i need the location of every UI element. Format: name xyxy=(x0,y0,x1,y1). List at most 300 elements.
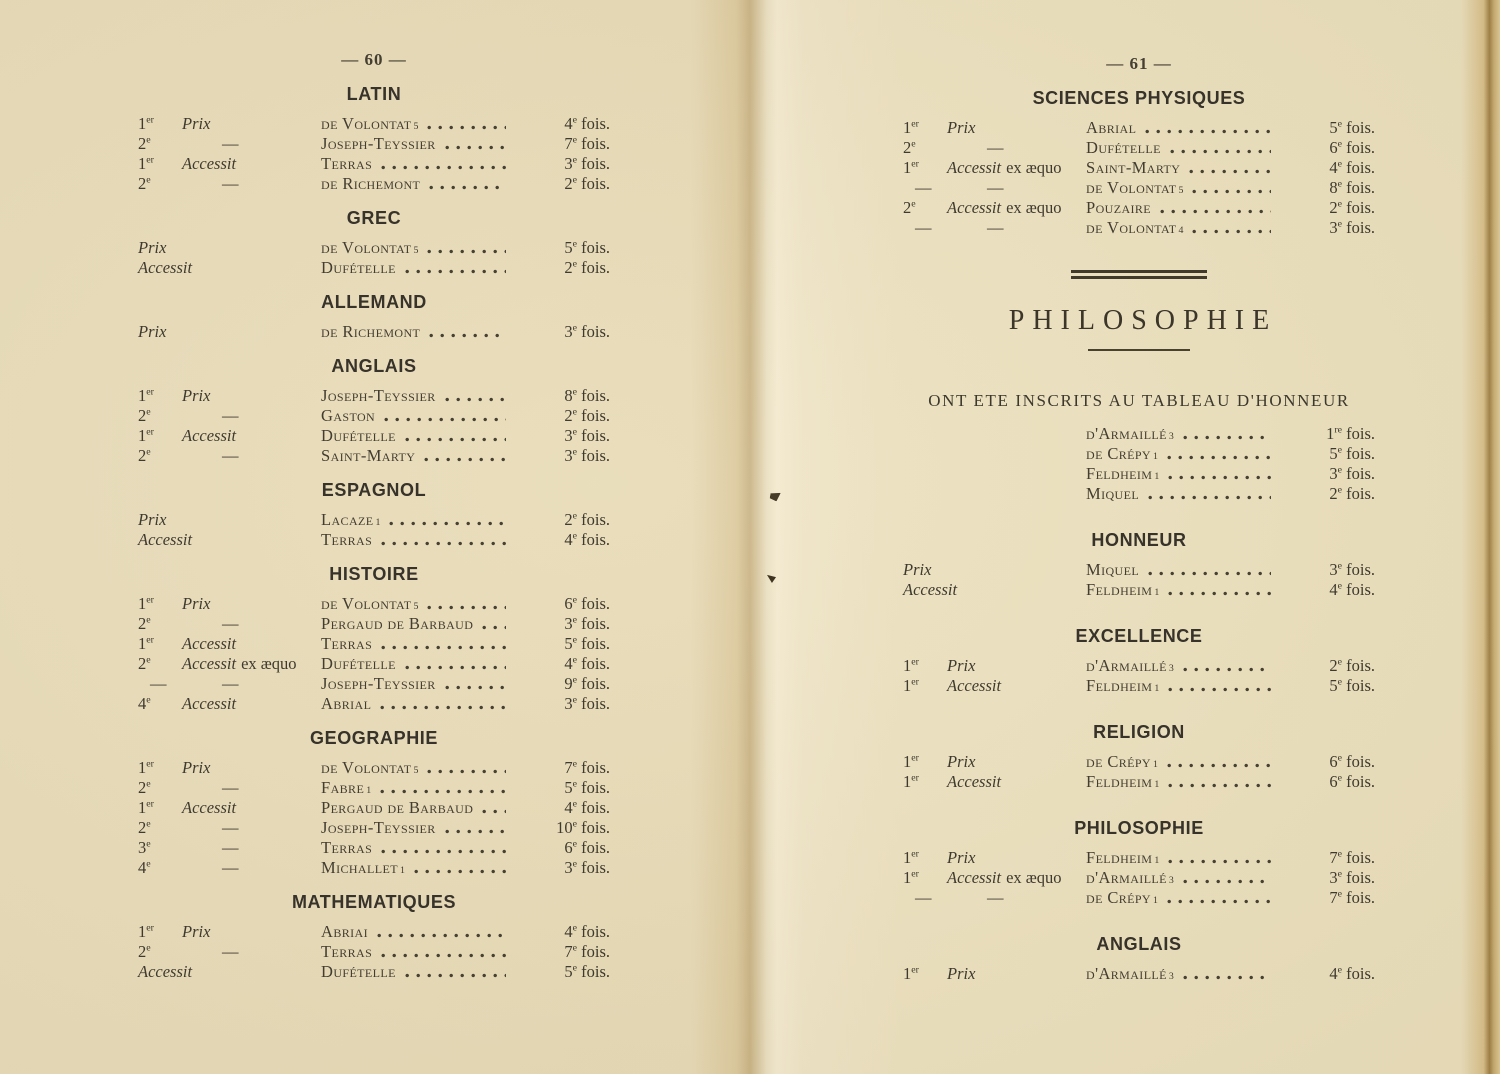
rank-and-label xyxy=(138,922,321,942)
rank-and-label xyxy=(138,654,321,674)
prize-label: Prix xyxy=(138,510,167,529)
superscript: e xyxy=(1337,868,1342,880)
recipient: Feldheim 1 xyxy=(1086,772,1279,792)
times-count: 2e xyxy=(564,174,577,193)
section-heading: SCIENCES PHYSIQUES xyxy=(1032,88,1246,108)
recipient: de Volontat 5 xyxy=(321,238,514,258)
dot-leader xyxy=(1170,149,1271,154)
dot-leader xyxy=(381,165,506,170)
rank-and-label xyxy=(138,406,321,426)
times-count: 3e xyxy=(564,426,577,445)
superscript: e xyxy=(572,634,577,646)
recipient-name: Dufételle xyxy=(321,654,396,673)
times-cell xyxy=(514,614,610,634)
prize-label: Accessit xyxy=(138,530,193,549)
times-cell xyxy=(514,510,610,530)
rank-and-label xyxy=(138,758,321,778)
recipient-name: Joseph-Teyssier xyxy=(321,134,436,153)
superscript: e xyxy=(1337,752,1342,764)
prize-label: — xyxy=(222,674,239,693)
dot-leader xyxy=(381,541,506,546)
prize-row xyxy=(903,752,1375,772)
recipient-name: Michallet xyxy=(321,858,398,877)
superscript: e xyxy=(1337,560,1342,572)
times-count: 4e xyxy=(564,922,577,941)
superscript: er xyxy=(146,798,154,810)
prize-label: — xyxy=(987,888,1004,907)
recipient: d'Armaillé 3 xyxy=(1086,868,1279,888)
rank: 1er xyxy=(903,964,919,983)
times-count: 2e xyxy=(564,510,577,529)
section-heading: HISTOIRE xyxy=(329,564,419,584)
ex-aequo: ex æquo xyxy=(1006,198,1062,217)
times-count: 6e xyxy=(1329,772,1342,791)
times-cell xyxy=(514,530,610,550)
times-cell xyxy=(514,922,610,942)
rank-and-label xyxy=(138,446,321,466)
prize-label: Accessit xyxy=(903,580,958,599)
times-cell xyxy=(514,446,610,466)
superscript: e xyxy=(572,510,577,522)
fois-word: fois. xyxy=(1346,138,1375,157)
superscript: e xyxy=(1337,138,1342,150)
superscript: e xyxy=(1337,964,1342,976)
times-count: 5e xyxy=(564,238,577,257)
superscript: e xyxy=(1337,464,1342,476)
dot-leader xyxy=(445,397,506,402)
superscript: er xyxy=(146,114,154,126)
prize-row xyxy=(138,798,610,818)
times-count: 6e xyxy=(564,838,577,857)
prize-row xyxy=(903,676,1375,696)
prize-label: — xyxy=(222,174,239,193)
superscript: e xyxy=(572,114,577,126)
times-cell xyxy=(1279,656,1375,676)
section-heading: GREC xyxy=(346,208,402,228)
rank: 2e xyxy=(138,406,151,425)
rank-and-label xyxy=(903,158,1086,178)
recipient-name: d'Armaillé xyxy=(1086,656,1167,675)
prize-label: — xyxy=(222,778,239,797)
recipient: de Volontat 5 xyxy=(1086,178,1279,198)
superscript: e xyxy=(572,922,577,934)
times-cell xyxy=(1279,676,1375,696)
rank: 1er xyxy=(138,922,154,941)
dot-leader xyxy=(1168,859,1271,864)
recipient-name: Saint-Marty xyxy=(321,446,416,465)
recipient: Lacaze 1 xyxy=(321,510,514,530)
fois-word: fois. xyxy=(581,134,610,153)
dot-leader xyxy=(405,437,506,442)
fois-word: fois. xyxy=(1346,772,1375,791)
section-heading: ANGLAIS xyxy=(1096,934,1182,954)
prize-row xyxy=(138,838,610,858)
rank-and-label xyxy=(903,560,1086,580)
rank-and-label xyxy=(138,238,321,258)
prize-row xyxy=(138,426,610,446)
rank: 2e xyxy=(138,778,151,797)
dot-leader xyxy=(1192,229,1271,234)
superscript: er xyxy=(911,158,919,170)
dot-leader xyxy=(1168,687,1271,692)
times-cell xyxy=(1279,424,1375,444)
times-cell xyxy=(514,426,610,446)
superscript: e xyxy=(146,134,151,146)
times-count: 4e xyxy=(1329,964,1342,983)
recipient: de Crépy 1 xyxy=(1086,752,1279,772)
dot-leader xyxy=(381,849,506,854)
times-count: 3e xyxy=(1329,464,1342,483)
rank-and-label xyxy=(903,580,1086,600)
rank: 1er xyxy=(903,656,919,675)
fois-word: fois. xyxy=(581,674,610,693)
superscript: e xyxy=(146,778,151,790)
dot-leader xyxy=(424,457,506,462)
rank: 1er xyxy=(138,386,154,405)
rank-and-label xyxy=(903,868,1086,888)
prize-label: — xyxy=(222,134,239,153)
fois-word: fois. xyxy=(1346,964,1375,983)
rank-and-label xyxy=(903,752,1086,772)
fois-word: fois. xyxy=(581,654,610,673)
prize-label: Prix xyxy=(947,848,976,867)
times-count: 6e xyxy=(1329,138,1342,157)
fois-word: fois. xyxy=(581,858,610,877)
rank: 2e xyxy=(138,942,151,961)
prize-row xyxy=(903,118,1375,138)
times-cell xyxy=(514,654,610,674)
times-count: 3e xyxy=(564,322,577,341)
recipient-name: Joseph-Teyssier xyxy=(321,386,436,405)
rank: 2e xyxy=(138,654,151,673)
dot-leader xyxy=(427,125,506,130)
times-count: 3e xyxy=(564,694,577,713)
prize-label: Accessit xyxy=(182,694,237,713)
dot-leader xyxy=(445,145,506,150)
times-count: 4e xyxy=(564,654,577,673)
superscript: e xyxy=(146,838,151,850)
times-cell xyxy=(514,962,610,982)
prize-row xyxy=(903,888,1375,908)
superscript: e xyxy=(572,798,577,810)
recipient xyxy=(1086,560,1279,580)
times-cell xyxy=(1279,464,1375,484)
rank: 1er xyxy=(138,758,154,777)
rank-and-label xyxy=(138,114,321,134)
prize-label: Prix xyxy=(182,922,211,941)
recipient-name: Lacaze xyxy=(321,510,374,529)
recipient-name: de Richemont xyxy=(321,322,421,341)
times-count: 4e xyxy=(564,530,577,549)
times-count: 5e xyxy=(1329,118,1342,137)
recipient-name: Feldheim xyxy=(1086,772,1153,791)
superscript: er xyxy=(911,868,919,880)
prize-label: Prix xyxy=(138,322,167,341)
fois-word: fois. xyxy=(581,838,610,857)
superscript: re xyxy=(1334,424,1342,436)
recipient xyxy=(1086,198,1279,218)
superscript: e xyxy=(1337,848,1342,860)
dot-leader xyxy=(384,417,506,422)
fois-word: fois. xyxy=(1346,424,1375,443)
times-cell xyxy=(1279,118,1375,138)
superscript: e xyxy=(572,258,577,270)
fois-word: fois. xyxy=(1346,580,1375,599)
dot-leader xyxy=(1183,879,1271,884)
superscript: e xyxy=(572,654,577,666)
rank: 1er xyxy=(138,154,154,173)
times-cell xyxy=(514,798,610,818)
recipient: Feldheim 1 xyxy=(1086,580,1279,600)
superscript: e xyxy=(146,614,151,626)
fois-word: fois. xyxy=(581,174,610,193)
binding-speck xyxy=(769,491,780,502)
times-cell xyxy=(514,758,610,778)
times-cell xyxy=(1279,888,1375,908)
superscript: e xyxy=(572,674,577,686)
rank-and-label xyxy=(903,138,1086,158)
times-count: 8e xyxy=(1329,178,1342,197)
times-count: 2e xyxy=(1329,198,1342,217)
fois-word: fois. xyxy=(581,322,610,341)
times-count: 1re xyxy=(1326,424,1342,443)
honor-roll-rows xyxy=(903,424,1375,504)
times-cell xyxy=(514,386,610,406)
prize-label: Prix xyxy=(138,238,167,257)
page-61-top-sections xyxy=(903,88,1375,238)
times-count: 5e xyxy=(564,778,577,797)
prize-row xyxy=(138,962,610,982)
recipient: de Crépy 1 xyxy=(1086,888,1279,908)
fois-word: fois. xyxy=(581,406,610,425)
fois-word: fois. xyxy=(581,758,610,777)
section-heading: MATHEMATIQUES xyxy=(291,892,457,912)
superscript: er xyxy=(146,154,154,166)
dot-leader xyxy=(445,685,506,690)
times-count: 5e xyxy=(1329,676,1342,695)
recipient: Feldheim 1 xyxy=(1086,848,1279,868)
prize-label: Accessit xyxy=(947,772,1002,791)
fois-word: fois. xyxy=(1346,158,1375,177)
rank: 1er xyxy=(138,114,154,133)
superscript: e xyxy=(572,858,577,870)
superscript: er xyxy=(911,752,919,764)
rank-and-label xyxy=(138,530,321,550)
fois-word: fois. xyxy=(581,154,610,173)
prize-label: — xyxy=(987,218,1004,237)
superscript: e xyxy=(146,406,151,418)
prize-row xyxy=(138,386,610,406)
times-count: 3e xyxy=(564,446,577,465)
recipient-name: Pergaud de Barbaud xyxy=(321,614,474,633)
times-count: 3e xyxy=(564,614,577,633)
dot-leader xyxy=(429,185,506,190)
recipient: Fabre 1 xyxy=(321,778,514,798)
times-cell xyxy=(1279,580,1375,600)
superscript: e xyxy=(1337,656,1342,668)
fois-word: fois. xyxy=(581,962,610,981)
times-count: 3e xyxy=(564,858,577,877)
section-heading: PHILOSOPHIE xyxy=(1074,818,1204,838)
recipient-name: de Crépy xyxy=(1086,444,1152,463)
page-number-61: — 61 — xyxy=(1106,54,1172,73)
recipient-name: Joseph-Teyssier xyxy=(321,818,436,837)
prize-row xyxy=(138,922,610,942)
prize-label: — xyxy=(222,406,239,425)
times-cell xyxy=(514,818,610,838)
fois-word: fois. xyxy=(581,694,610,713)
prize-row xyxy=(138,758,610,778)
recipient-name: Miquel xyxy=(1086,560,1140,579)
fois-word: fois. xyxy=(581,530,610,549)
times-count: 7e xyxy=(564,134,577,153)
rank-and-label xyxy=(903,888,1086,908)
superscript: e xyxy=(146,174,151,186)
rank-and-label xyxy=(138,386,321,406)
section-heading: LATIN xyxy=(346,84,402,104)
page-60 xyxy=(138,50,610,982)
rank: 1er xyxy=(138,798,154,817)
times-cell xyxy=(1279,138,1375,158)
recipient xyxy=(1086,158,1279,178)
rank-and-label xyxy=(138,942,321,962)
ex-aequo: ex æquo xyxy=(1006,158,1062,177)
fois-word: fois. xyxy=(1346,560,1375,579)
recipient-name: de Volontat xyxy=(321,114,412,133)
dot-leader xyxy=(414,869,506,874)
prize-row xyxy=(903,138,1375,158)
times-count: 7e xyxy=(564,758,577,777)
rank: 3e xyxy=(138,838,151,857)
prize-label: Accessit xyxy=(138,962,193,981)
times-cell xyxy=(1279,484,1375,504)
recipient: Michallet 1 xyxy=(321,858,514,878)
times-cell xyxy=(1279,560,1375,580)
prize-row xyxy=(903,424,1375,444)
superscript: e xyxy=(1337,484,1342,496)
prize-row xyxy=(903,580,1375,600)
prize-row xyxy=(903,198,1375,218)
superscript: e xyxy=(572,758,577,770)
fois-word: fois. xyxy=(1346,868,1375,887)
superscript: e xyxy=(1337,676,1342,688)
recipient-name: Pergaud de Barbaud xyxy=(321,798,474,817)
superscript: er xyxy=(146,922,154,934)
fois-word: fois. xyxy=(1346,888,1375,907)
superscript: e xyxy=(146,694,151,706)
rank: 1er xyxy=(903,868,919,887)
recipient-name: de Volontat xyxy=(321,758,412,777)
times-count: 9e xyxy=(564,674,577,693)
times-cell xyxy=(1279,178,1375,198)
prize-label: Accessit xyxy=(182,634,237,653)
times-cell xyxy=(514,594,610,614)
times-cell xyxy=(514,694,610,714)
superscript: er xyxy=(146,634,154,646)
prize-row xyxy=(138,446,610,466)
rank-and-label xyxy=(138,694,321,714)
fois-word: fois. xyxy=(1346,484,1375,503)
prize-row xyxy=(138,818,610,838)
times-count: 3e xyxy=(1329,218,1342,237)
rank: 2e xyxy=(138,134,151,153)
superscript: e xyxy=(1337,218,1342,230)
times-cell xyxy=(1279,752,1375,772)
dot-leader xyxy=(380,789,506,794)
fois-word: fois. xyxy=(581,778,610,797)
prize-row xyxy=(138,594,610,614)
times-cell xyxy=(1279,868,1375,888)
fois-word: fois. xyxy=(581,238,610,257)
prize-row xyxy=(903,444,1375,464)
rank-and-label xyxy=(903,198,1086,218)
times-count: 2e xyxy=(1329,484,1342,503)
fois-word: fois. xyxy=(581,114,610,133)
fois-word: fois. xyxy=(581,258,610,277)
prize-row xyxy=(903,464,1375,484)
recipient xyxy=(321,386,514,406)
page-61-bottom-sections xyxy=(903,530,1375,984)
dot-leader xyxy=(1167,899,1271,904)
fois-word: fois. xyxy=(1346,656,1375,675)
dot-leader xyxy=(380,705,506,710)
recipient xyxy=(321,694,514,714)
superscript: er xyxy=(911,848,919,860)
recipient xyxy=(321,942,514,962)
rank: 1er xyxy=(903,118,919,137)
rank-and-label xyxy=(138,134,321,154)
times-cell xyxy=(514,838,610,858)
prize-row xyxy=(903,218,1375,238)
dot-leader xyxy=(1167,455,1271,460)
recipient-name: de Richemont xyxy=(321,174,421,193)
times-count: 7e xyxy=(1329,848,1342,867)
times-count: 3e xyxy=(1329,560,1342,579)
times-cell xyxy=(514,258,610,278)
dot-leader xyxy=(1183,435,1271,440)
prize-row xyxy=(138,322,610,342)
recipient: de Crépy 1 xyxy=(1086,444,1279,464)
rank-and-label xyxy=(138,858,321,878)
prize-label: — xyxy=(222,818,239,837)
rank-and-label xyxy=(138,154,321,174)
dot-leader xyxy=(482,809,506,814)
times-cell xyxy=(514,114,610,134)
superscript: e xyxy=(572,594,577,606)
prize-row xyxy=(903,656,1375,676)
times-cell xyxy=(1279,964,1375,984)
times-count: 7e xyxy=(1329,888,1342,907)
recipient-name: Feldheim xyxy=(1086,464,1153,483)
recipient-name: Miquel xyxy=(1086,484,1140,503)
prize-label: Prix xyxy=(947,964,976,983)
prize-row xyxy=(138,174,610,194)
fois-word: fois. xyxy=(581,922,610,941)
dot-leader xyxy=(1189,169,1271,174)
superscript: e xyxy=(146,818,151,830)
prize-row xyxy=(903,848,1375,868)
dot-leader xyxy=(427,769,506,774)
superscript: e xyxy=(146,858,151,870)
rank-and-label xyxy=(903,676,1086,696)
recipient xyxy=(321,962,514,982)
page-61 xyxy=(903,54,1375,984)
prize-label: Accessit xyxy=(182,426,237,445)
prize-label: Prix xyxy=(182,594,211,613)
rank-and-label xyxy=(903,178,1086,198)
prize-row xyxy=(138,510,610,530)
rank-and-label xyxy=(903,218,1086,238)
